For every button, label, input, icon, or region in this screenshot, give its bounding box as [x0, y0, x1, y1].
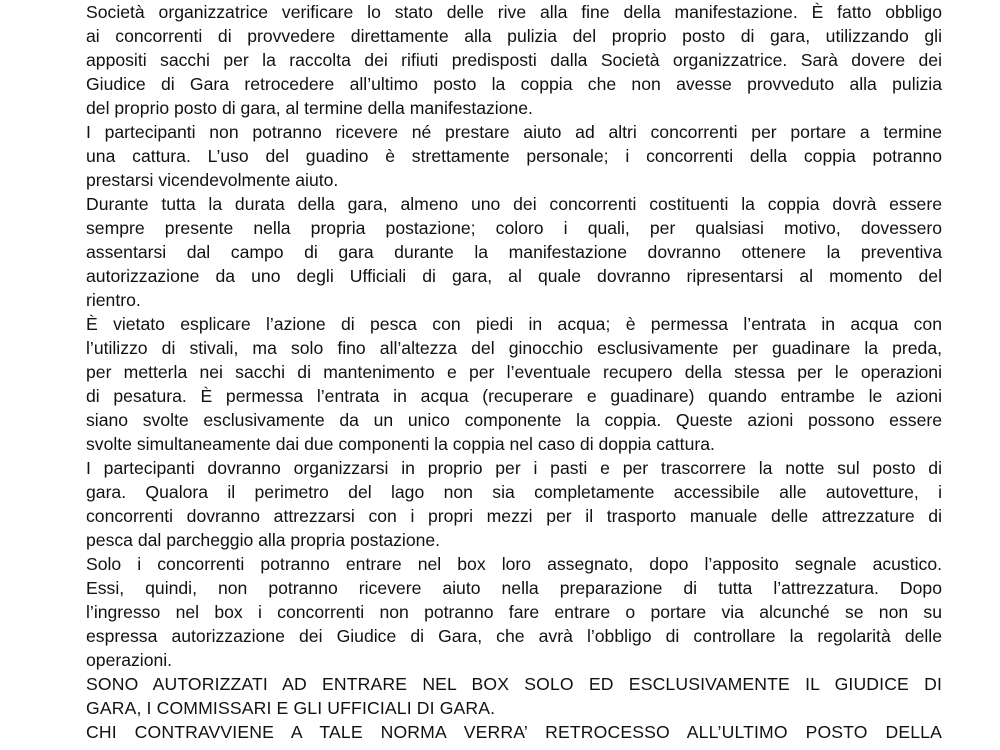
text-line-15: l’utilizzo di stivali, ma solo fino all’altezza del ginocchio esclusivamente per guadinare la preda, [86, 338, 942, 358]
text-line-21: gara. Qualora il perimetro del lago non sia completamente accessibile alle autovetture, i [86, 482, 942, 502]
text-line-30: GARA, I COMMISSARI E GLI UFFICIALI DI GARA. [86, 698, 496, 718]
text-line-4: Giudice di Gara retrocedere all’ultimo posto la coppia che non avesse provveduto alla pulizia [86, 74, 942, 94]
text-line-1: Società organizzatrice verificare lo stato delle rive alla fine della manifestazione. È fatto obbligo [86, 2, 942, 22]
text-line-11: assentarsi dal campo di gara durante la manifestazione dovranno ottenere la preventiva [86, 242, 942, 262]
text-line-12: autorizzazione da uno degli Ufficiali di gara, al quale dovranno ripresentarsi al momento del [86, 266, 942, 286]
document-page [86, 0, 942, 744]
text-line-29: SONO AUTORIZZATI AD ENTRARE NEL BOX SOLO ED ESCLUSIVAMENTE IL GIUDICE DI [86, 674, 942, 694]
text-line-10: sempre presente nella propria postazione; coloro i quali, per qualsiasi motivo, dovessero [86, 218, 942, 238]
text-line-26: l’ingresso nel box i concorrenti non potranno fare entrare o portare via alcunché se non su [86, 602, 942, 622]
text-line-7: una cattura. L’uso del guadino è strettamente personale; i concorrenti della coppia potranno [86, 146, 942, 166]
text-line-22: concorrenti dovranno attrezzarsi con i propri mezzi per il trasporto manuale delle attrezzature di [86, 506, 942, 526]
text-line-2: ai concorrenti di provvedere direttamente alla pulizia del proprio posto di gara, utilizzando gli [86, 26, 942, 46]
text-line-13: rientro. [86, 290, 141, 310]
text-line-5: del proprio posto di gara, al termine della manifestazione. [86, 98, 533, 118]
text-line-17: di pesatura. È permessa l’entrata in acqua (recuperare e guadinare) quando entrambe le azioni [86, 386, 942, 406]
text-line-9: Durante tutta la durata della gara, almeno uno dei concorrenti costituenti la coppia dovrà essere [86, 194, 942, 214]
text-line-20: I partecipanti dovranno organizzarsi in proprio per i pasti e per trascorrere la notte sul posto di [86, 458, 942, 478]
text-line-19: svolte simultaneamente dai due componenti la coppia nel caso di doppia cattura. [86, 434, 715, 454]
text-line-27: espressa autorizzazione dei Giudice di Gara, che avrà l’obbligo di controllare la regolarità delle [86, 626, 942, 646]
text-line-3: appositi sacchi per la raccolta dei rifiuti predisposti dalla Società organizzatrice. Sarà dovere dei [86, 50, 942, 70]
text-line-23: pesca dal parcheggio alla propria postazione. [86, 530, 441, 550]
text-line-31: CHI CONTRAVVIENE A TALE NORMA VERRA’ RETROCESSO ALL’ULTIMO POSTO DELLA [86, 722, 942, 742]
text-line-16: per metterla nei sacchi di mantenimento e per l’eventuale recupero della stessa per le operazioni [86, 362, 942, 382]
text-line-6: I partecipanti non potranno ricevere né prestare aiuto ad altri concorrenti per portare a termine [86, 122, 942, 142]
text-line-18: siano svolte esclusivamente da un unico componente la coppia. Queste azioni possono essere [86, 410, 942, 430]
text-line-14: È vietato esplicare l’azione di pesca con piedi in acqua; è permessa l’entrata in acqua con [86, 314, 942, 334]
text-line-28: operazioni. [86, 650, 173, 670]
text-line-24: Solo i concorrenti potranno entrare nel box loro assegnato, dopo l’apposito segnale acustico. [86, 554, 942, 574]
text-line-8: prestarsi vicendevolmente aiuto. [86, 170, 339, 190]
text-line-25: Essi, quindi, non potranno ricevere aiuto nella preparazione di tutta l’attrezzatura. Dopo [86, 578, 942, 598]
